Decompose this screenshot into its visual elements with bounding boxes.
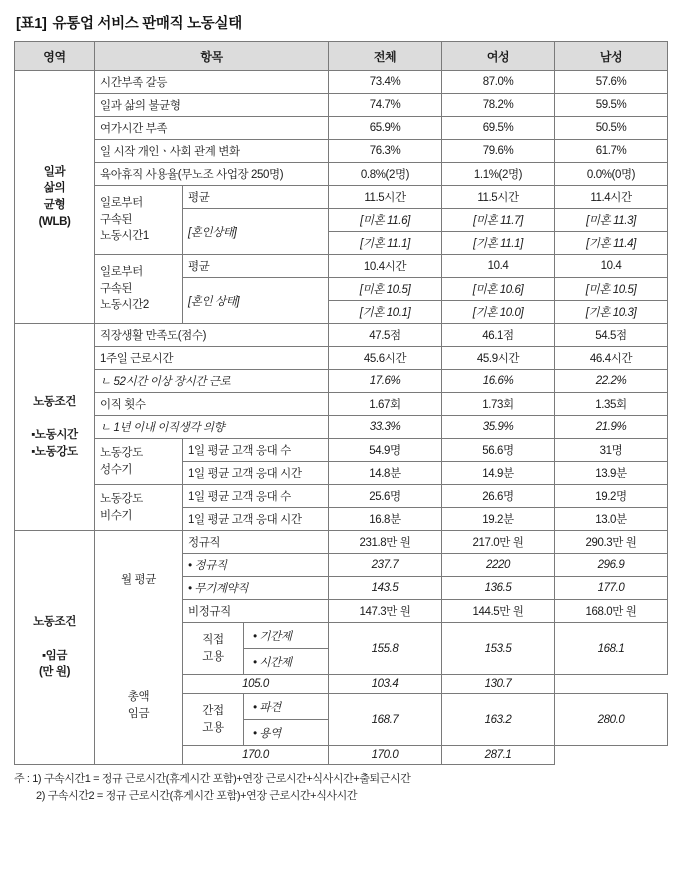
cell-male: 22.2% (555, 370, 668, 393)
note-line-2: 2) 구속시간2 = 정규 근로시간(휴게시간 포함)+연장 근로시간+식사시간 (36, 790, 358, 803)
cell-total: 74.7% (329, 94, 442, 117)
sub-label-marital-status: [혼인 상태] (183, 278, 329, 324)
cell-total: 76.3% (329, 140, 442, 163)
cell-female: 1.1%(2명) (442, 163, 555, 186)
column-header-area: 영역 (15, 42, 95, 71)
cell-male-unmarried: [미혼 11.3] (555, 209, 668, 232)
cell-female-married: [기혼 10.0] (442, 301, 555, 324)
cell-female: 26.6명 (442, 485, 555, 508)
cell-male: 31명 (555, 439, 668, 462)
row-label: ㄴ 52시간 이상 장시간 근로 (95, 370, 329, 393)
row-label-line: 고용 (202, 650, 224, 663)
column-header-total: 전체 (329, 42, 442, 71)
cell-male: 50.5% (555, 117, 668, 140)
cell-female: 144.5만 원 (442, 600, 555, 623)
direct-employment-label (183, 623, 244, 674)
cell-total: 17.6% (329, 370, 442, 393)
sub-label-service-contract: • 용역 (253, 727, 281, 740)
section-label-line: 노동조건 (33, 616, 76, 629)
cell-total: 47.5점 (329, 324, 442, 347)
sub-label: 1일 평균 고객 응대 시간 (183, 508, 329, 531)
cell-male: 57.6% (555, 71, 668, 94)
row-label-bound-time-2 (95, 255, 183, 324)
cell-male: 19.2명 (555, 485, 668, 508)
table-row (15, 531, 668, 554)
labor-statistics-table (14, 41, 668, 765)
cell-male: 0.0%(0명) (555, 163, 668, 186)
row-label: ㄴ 1년 이내 이직생각 의향 (95, 416, 329, 439)
cell-male: 13.9분 (555, 462, 668, 485)
sub-label-fixed-term: • 기간제 (244, 623, 329, 649)
table-row (15, 439, 668, 462)
cell-male: 61.7% (555, 140, 668, 163)
cell-female: 10.4 (442, 255, 555, 278)
table-row (15, 186, 668, 209)
cell-female: 103.4 (329, 675, 442, 694)
row-label-line: 직접 (202, 633, 224, 646)
cell-female: 46.1점 (442, 324, 555, 347)
section-label-line: ▪노동강도 (31, 445, 78, 458)
table-row (15, 347, 668, 370)
row-label-regular: 정규직 (183, 531, 329, 554)
cell-female: 14.9분 (442, 462, 555, 485)
row-label-line: 노동강도 (100, 492, 143, 505)
cell-total: 16.8분 (329, 508, 442, 531)
cell-female: 78.2% (442, 94, 555, 117)
cell-female: 79.6% (442, 140, 555, 163)
row-label-line: 노동시간1 (100, 230, 149, 243)
cell-female: 11.5시간 (442, 186, 555, 209)
column-header-item: 항목 (95, 42, 329, 71)
section-label-line: ▪노동시간 (31, 429, 78, 441)
section-label-line: (만 원) (38, 666, 71, 679)
row-label-line: 월 평균 (121, 574, 156, 587)
table-row (15, 255, 668, 278)
cell-total: 231.8만 원 (329, 531, 442, 554)
cell-female: 16.6% (442, 370, 555, 393)
row-label: 육아휴직 사용율(무노조 사업장 250명) (95, 163, 329, 186)
cell-total: 143.5 (329, 577, 442, 600)
row-label: 1주일 근로시간 (95, 347, 329, 370)
row-label-line: 고용 (202, 721, 224, 734)
sub-label-part-time: • 시간제 (253, 656, 292, 669)
row-label-intensity-offpeak (95, 485, 183, 531)
cell-total: 105.0 (183, 675, 329, 694)
cell-male: 10.4 (555, 255, 668, 278)
row-label-line: 일로부터 (100, 196, 143, 209)
sub-label: 1일 평균 고객 응대 시간 (183, 462, 329, 485)
cell-total-married: [기혼 11.1] (329, 232, 442, 255)
cell-female: 136.5 (442, 577, 555, 600)
section-label-wage (15, 531, 95, 765)
cell-male-married: [기혼 10.3] (555, 301, 668, 324)
table-number: [표1] (16, 16, 47, 32)
table-caption (16, 12, 669, 33)
row-label-line: 구속된 (100, 213, 133, 226)
cell-female: 153.5 (442, 623, 555, 675)
cell-female: 56.6명 (442, 439, 555, 462)
cell-total: 11.5시간 (329, 186, 442, 209)
cell-female-unmarried: [미혼 10.6] (442, 278, 555, 301)
row-label-line: 비수기 (100, 509, 133, 522)
cell-male: 21.9% (555, 416, 668, 439)
table-row (15, 163, 668, 186)
table-row (15, 117, 668, 140)
sub-label-average: 평균 (183, 186, 329, 209)
table-body (15, 71, 668, 765)
sub-label-marital-status: [혼인상태] (183, 209, 329, 255)
row-label: 여가시간 부족 (95, 117, 329, 140)
table-row (15, 370, 668, 393)
column-header-female: 여성 (442, 42, 555, 71)
cell-male: 130.7 (442, 675, 555, 694)
cell-total: 33.3% (329, 416, 442, 439)
cell-female: 217.0만 원 (442, 531, 555, 554)
cell-male: 280.0 (555, 694, 668, 746)
row-label: 일과 삶의 불균형 (95, 94, 329, 117)
row-label-intensity-peak (95, 439, 183, 485)
row-label: 직장생활 만족도(점수) (95, 324, 329, 347)
row-label-line: 구속된 (100, 282, 133, 295)
cell-male: 11.4시간 (555, 186, 668, 209)
sub-label: 1일 평균 고객 응대 수 (183, 439, 329, 462)
row-label-direct-employment (183, 623, 329, 675)
column-header-male: 남성 (555, 42, 668, 71)
cell-total: 14.8분 (329, 462, 442, 485)
cell-female: 1.73회 (442, 393, 555, 416)
cell-total-unmarried: [미혼 10.5] (329, 278, 442, 301)
cell-female: 35.9% (442, 416, 555, 439)
sub-label-regular: • 정규직 (183, 554, 329, 577)
cell-total: 65.9% (329, 117, 442, 140)
cell-total: 10.4시간 (329, 255, 442, 278)
section-label-working-conditions (15, 324, 95, 531)
section-label-wlb (15, 71, 95, 324)
cell-total: 73.4% (329, 71, 442, 94)
row-label-line: 총액 (127, 691, 150, 704)
table-title: 유통업 서비스 판매직 노동실태 (52, 16, 242, 32)
section-label-line: 노동조건 (33, 395, 76, 408)
cell-total: 45.6시간 (329, 347, 442, 370)
cell-female-unmarried: [미혼 11.7] (442, 209, 555, 232)
cell-male: 59.5% (555, 94, 668, 117)
table-row (15, 393, 668, 416)
sub-label: 1일 평균 고객 응대 수 (183, 485, 329, 508)
note-line-1: 주 : 1) 구속시간1 = 정규 근로시간(휴게시간 포함)+연장 근로시간+식사시간+출퇴근시간 (14, 773, 411, 785)
row-label-line: 간접 (202, 704, 224, 717)
cell-female: 87.0% (442, 71, 555, 94)
row-label-line: 임금 (127, 707, 150, 720)
cell-male: 13.0분 (555, 508, 668, 531)
cell-female: 2220 (442, 554, 555, 577)
cell-male: 168.1 (555, 623, 668, 675)
row-label-line: 일로부터 (100, 265, 143, 278)
cell-total: 168.7 (329, 694, 442, 746)
table-row (15, 71, 668, 94)
row-label: 이직 횟수 (95, 393, 329, 416)
cell-female: 69.5% (442, 117, 555, 140)
section-label-line: 일과 (43, 165, 66, 178)
sub-label-dispatch: • 파견 (244, 694, 329, 720)
cell-female: 45.9시간 (442, 347, 555, 370)
section-label-line: (WLB) (38, 215, 71, 228)
table-row (15, 485, 668, 508)
row-label-line: 노동시간2 (100, 299, 149, 312)
sub-label-average: 평균 (183, 255, 329, 278)
row-label-monthly-average (95, 531, 183, 765)
cell-male: 296.9 (555, 554, 668, 577)
cell-female: 163.2 (442, 694, 555, 746)
cell-male: 1.35회 (555, 393, 668, 416)
cell-total-unmarried: [미혼 11.6] (329, 209, 442, 232)
cell-male: 54.5점 (555, 324, 668, 347)
cell-male: 287.1 (442, 746, 555, 765)
cell-female-married: [기혼 11.1] (442, 232, 555, 255)
table-row (15, 140, 668, 163)
cell-total: 0.8%(2명) (329, 163, 442, 186)
row-label-line: 성수기 (100, 463, 133, 476)
cell-male: 177.0 (555, 577, 668, 600)
row-label-indirect-employment (183, 694, 329, 746)
table-row (15, 416, 668, 439)
cell-male: 46.4시간 (555, 347, 668, 370)
sub-label-permanent-contract: • 무기계약직 (183, 577, 329, 600)
table-row (15, 94, 668, 117)
cell-total: 155.8 (329, 623, 442, 675)
row-label-bound-time-1 (95, 186, 183, 255)
row-label: 일 시작 개인ㆍ사회 관계 변화 (95, 140, 329, 163)
table-notes (14, 771, 669, 805)
table-row (15, 324, 668, 347)
cell-total: 170.0 (183, 746, 329, 765)
header-row (15, 42, 668, 71)
cell-total: 147.3만 원 (329, 600, 442, 623)
cell-total: 54.9명 (329, 439, 442, 462)
cell-total: 237.7 (329, 554, 442, 577)
table-header (15, 42, 668, 71)
indirect-employment-label (183, 694, 244, 745)
cell-total-married: [기혼 10.1] (329, 301, 442, 324)
cell-male-married: [기혼 11.4] (555, 232, 668, 255)
row-label-irregular: 비정규직 (183, 600, 329, 623)
section-label-line: 균형 (43, 199, 66, 211)
row-label-line: 노동강도 (100, 446, 143, 459)
section-label-line: ▪임금 (41, 649, 68, 662)
cell-total: 25.6명 (329, 485, 442, 508)
cell-total: 1.67회 (329, 393, 442, 416)
cell-female: 170.0 (329, 746, 442, 765)
cell-male: 168.0만 원 (555, 600, 668, 623)
cell-male-unmarried: [미혼 10.5] (555, 278, 668, 301)
section-label-line: 삶의 (43, 182, 66, 195)
cell-female: 19.2분 (442, 508, 555, 531)
row-label: 시간부족 갈등 (95, 71, 329, 94)
cell-male: 290.3만 원 (555, 531, 668, 554)
